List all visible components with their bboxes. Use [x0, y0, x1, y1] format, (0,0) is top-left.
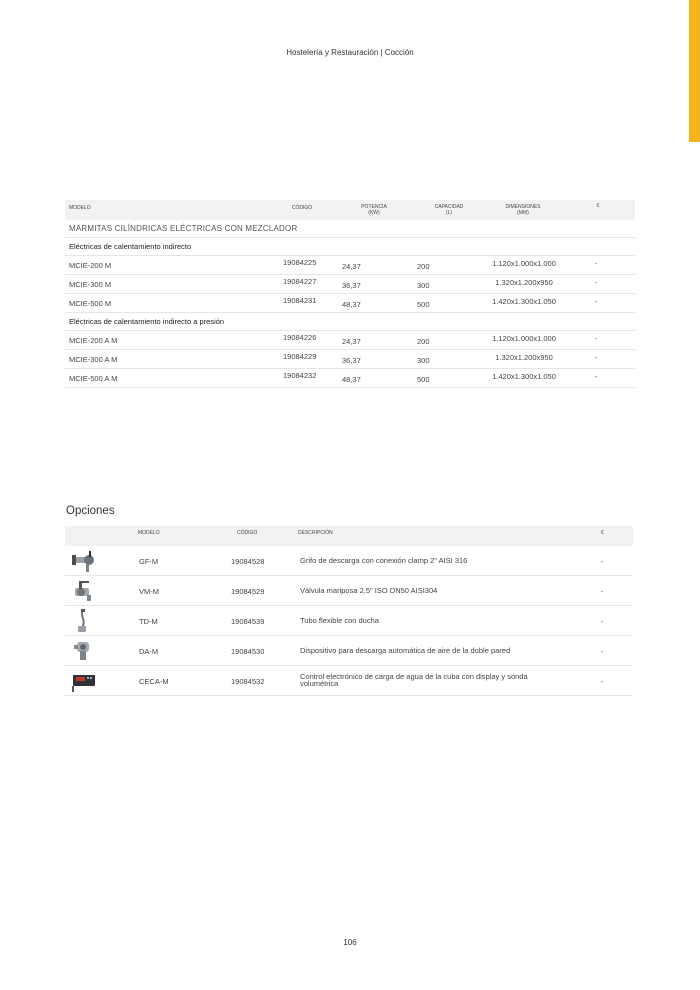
cell-model: MCIE-500 M — [69, 299, 112, 308]
cell-code: 19084229 — [283, 352, 317, 361]
option-model: CECA-M — [139, 677, 169, 686]
cell-capacity: 500 — [417, 300, 430, 309]
cell-model: MCIE-200 A M — [69, 336, 118, 345]
group-title: Eléctricas de calentamiento indirecto — [65, 238, 635, 256]
table-row — [65, 331, 635, 350]
cell-dimensions: 1.120x1.000x1.000 — [492, 259, 556, 268]
cell-power: 24,37 — [342, 262, 361, 271]
table-row — [65, 275, 635, 294]
cell-dimensions: 1.320x1.200x950 — [495, 278, 553, 287]
cell-code: 19084227 — [283, 277, 317, 286]
page-number: 106 — [343, 938, 357, 947]
cell-price: - — [595, 372, 598, 381]
butterfly-valve-icon — [69, 578, 97, 604]
group-title: Eléctricas de calentamiento indirecto a presión — [65, 313, 635, 331]
header-code: CÓDIGO — [237, 530, 258, 536]
cell-dimensions: 1.320x1.200x950 — [495, 353, 553, 362]
option-code: 19084539 — [231, 617, 265, 626]
page-header: Hostelería y Restauración | Cocción — [286, 48, 414, 57]
table-row — [65, 256, 635, 275]
table-row — [65, 294, 635, 313]
option-code: 19084530 — [231, 647, 265, 656]
cell-price: - — [595, 353, 598, 362]
cell-code: 19084225 — [283, 258, 317, 267]
option-code: 19084528 — [231, 557, 265, 566]
section-title: MARMITAS CILÍNDRICAS ELÉCTRICAS CON MEZCLADOR — [65, 220, 635, 238]
cell-power: 36,37 — [342, 281, 361, 290]
section-tab-marker — [689, 0, 700, 142]
cell-power: 48,37 — [342, 300, 361, 309]
option-model: DA-M — [139, 647, 159, 656]
cell-model: MCIE-500 A M — [69, 374, 118, 383]
option-price: - — [601, 587, 604, 596]
cell-dimensions: 1.420x1.300x1.050 — [492, 372, 556, 381]
option-price: - — [601, 617, 604, 626]
cell-code: 19084232 — [283, 371, 317, 380]
header-code: CÓDIGO — [291, 205, 313, 211]
option-row — [65, 546, 633, 576]
cell-code: 19084231 — [283, 296, 317, 305]
option-description: Grifo de descarga con conexión clamp 2" AISI 316 — [300, 556, 468, 565]
cell-price: - — [595, 278, 598, 287]
cell-dimensions: 1.420x1.300x1.050 — [492, 297, 556, 306]
header-power: POTENCIA (KW) — [361, 204, 387, 216]
option-row — [65, 606, 633, 636]
header-model: MODELO — [138, 530, 160, 536]
electronic-controller-icon — [69, 668, 97, 694]
air-purge-device-icon — [69, 638, 97, 664]
header-capacity: CAPACIDAD (L) — [434, 204, 464, 216]
cell-model: MCIE-300 A M — [69, 355, 118, 364]
options-title: Opciones — [66, 505, 115, 517]
header-model: MODELO — [69, 205, 91, 211]
cell-power: 36,37 — [342, 356, 361, 365]
option-model: VM-M — [139, 587, 159, 596]
option-price: - — [601, 677, 604, 686]
option-description: Control electrónico de carga de agua de la cuba con display y sonda volumétrica — [300, 672, 528, 688]
option-row — [65, 666, 633, 696]
marmitas-table — [65, 200, 635, 388]
cell-price: - — [595, 259, 598, 268]
cell-capacity: 200 — [417, 337, 430, 346]
option-description: Tubo flexible con ducha — [300, 616, 379, 625]
header-description: DESCRIPCIÓN — [298, 530, 333, 536]
option-price: - — [601, 647, 604, 656]
cell-capacity: 300 — [417, 281, 430, 290]
option-model: TD-M — [139, 617, 158, 626]
header-price: € — [601, 530, 604, 536]
options-table — [65, 526, 633, 696]
option-row — [65, 576, 633, 606]
option-code: 19084529 — [231, 587, 265, 596]
table-row — [65, 369, 635, 388]
header-price: € — [596, 203, 600, 209]
cell-price: - — [595, 334, 598, 343]
cell-model: MCIE-300 M — [69, 280, 112, 289]
option-price: - — [601, 557, 604, 566]
option-model: GF-M — [139, 557, 159, 566]
option-code: 19084532 — [231, 677, 265, 686]
cell-capacity: 300 — [417, 356, 430, 365]
cell-price: - — [595, 297, 598, 306]
cell-model: MCIE-200 M — [69, 261, 112, 270]
option-description: Dispositivo para descarga automática de aire de la doble pared — [300, 646, 511, 655]
cell-power: 48,37 — [342, 375, 361, 384]
cell-capacity: 200 — [417, 262, 430, 271]
cell-power: 24,37 — [342, 337, 361, 346]
option-description: Válvula mariposa 2,5" ISO DN50 AISI304 — [300, 586, 438, 595]
shower-hose-icon — [69, 608, 97, 634]
cell-capacity: 500 — [417, 375, 430, 384]
clamp-valve-icon — [69, 548, 97, 574]
cell-dimensions: 1.120x1.000x1.000 — [492, 334, 556, 343]
header-dimensions: DIMENSIONES (MM) — [505, 204, 541, 216]
table-row — [65, 350, 635, 369]
table-header — [65, 200, 635, 220]
options-table-header — [65, 526, 633, 546]
option-row — [65, 636, 633, 666]
cell-code: 19084226 — [283, 333, 317, 342]
